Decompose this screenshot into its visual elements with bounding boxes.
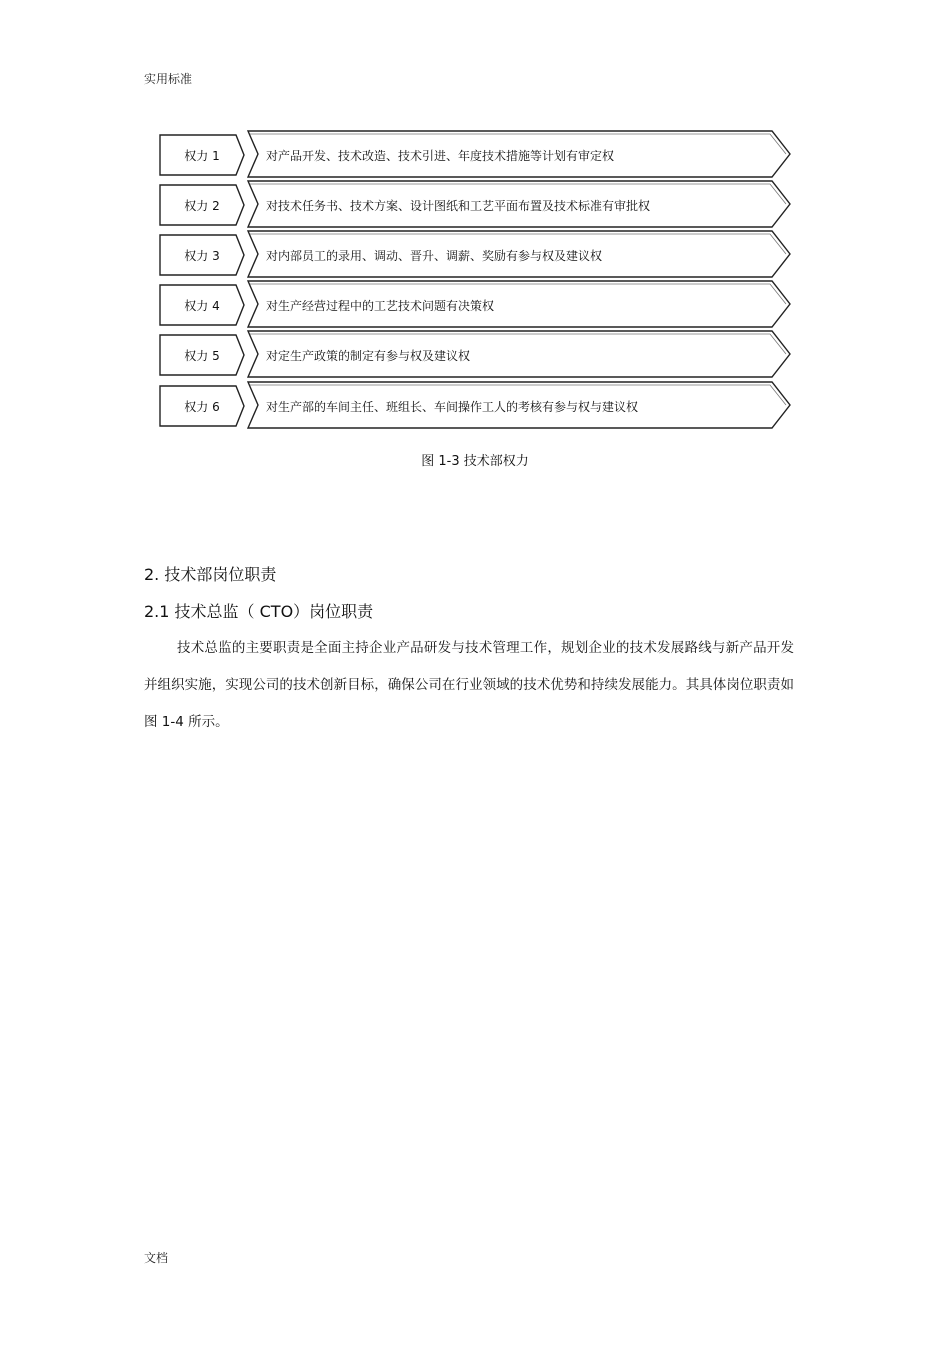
figure-caption: 图 1-3 技术部权力	[421, 454, 529, 469]
authority-text: 对生产部的车间主任、班组长、车间操作工人的考核有参与权与建议权	[266, 400, 639, 414]
authority-diagram	[150, 124, 800, 436]
subsection-heading: 2.1 技术总监（ CTO）岗位职责	[144, 602, 374, 621]
authority-text: 对产品开发、技术改造、技术引进、年度技术措施等计划有审定权	[266, 149, 615, 163]
authority-label: 权力 6	[184, 400, 220, 414]
authority-row-3	[150, 235, 800, 285]
authority-text: 对生产经营过程中的工艺技术问题有决策权	[266, 299, 495, 313]
authority-label: 权力 2	[184, 199, 220, 213]
authority-row-6	[150, 386, 800, 436]
authority-label: 权力 5	[184, 349, 220, 363]
authority-text: 对技术任务书、技术方案、设计图纸和工艺平面布置及技术标准有审批权	[266, 199, 651, 213]
authority-row-5	[150, 335, 800, 385]
authority-label: 权力 3	[184, 249, 220, 263]
authority-label: 权力 1	[184, 149, 220, 163]
page-header: 实用标准	[144, 72, 193, 86]
section-heading: 2. 技术部岗位职责	[144, 565, 277, 584]
authority-label: 权力 4	[184, 299, 220, 313]
body-paragraph: 技术总监的主要职责是全面主持企业产品研发与技术管理工作，规划企业的技术发展路线与新产品开发并组织实施，实现公司的技术创新目标，确保公司在行业领域的技术优势和持续发展能力。其具体岗位职责如图 1-4 所示。	[144, 640, 794, 730]
page-footer: 文档	[144, 1251, 169, 1265]
authority-row-1	[150, 135, 800, 185]
authority-row-2	[150, 185, 800, 235]
authority-text: 对内部员工的录用、调动、晋升、调薪、奖励有参与权及建议权	[266, 249, 603, 263]
authority-text: 对定生产政策的制定有参与权及建议权	[266, 349, 471, 363]
authority-row-4	[150, 285, 800, 335]
